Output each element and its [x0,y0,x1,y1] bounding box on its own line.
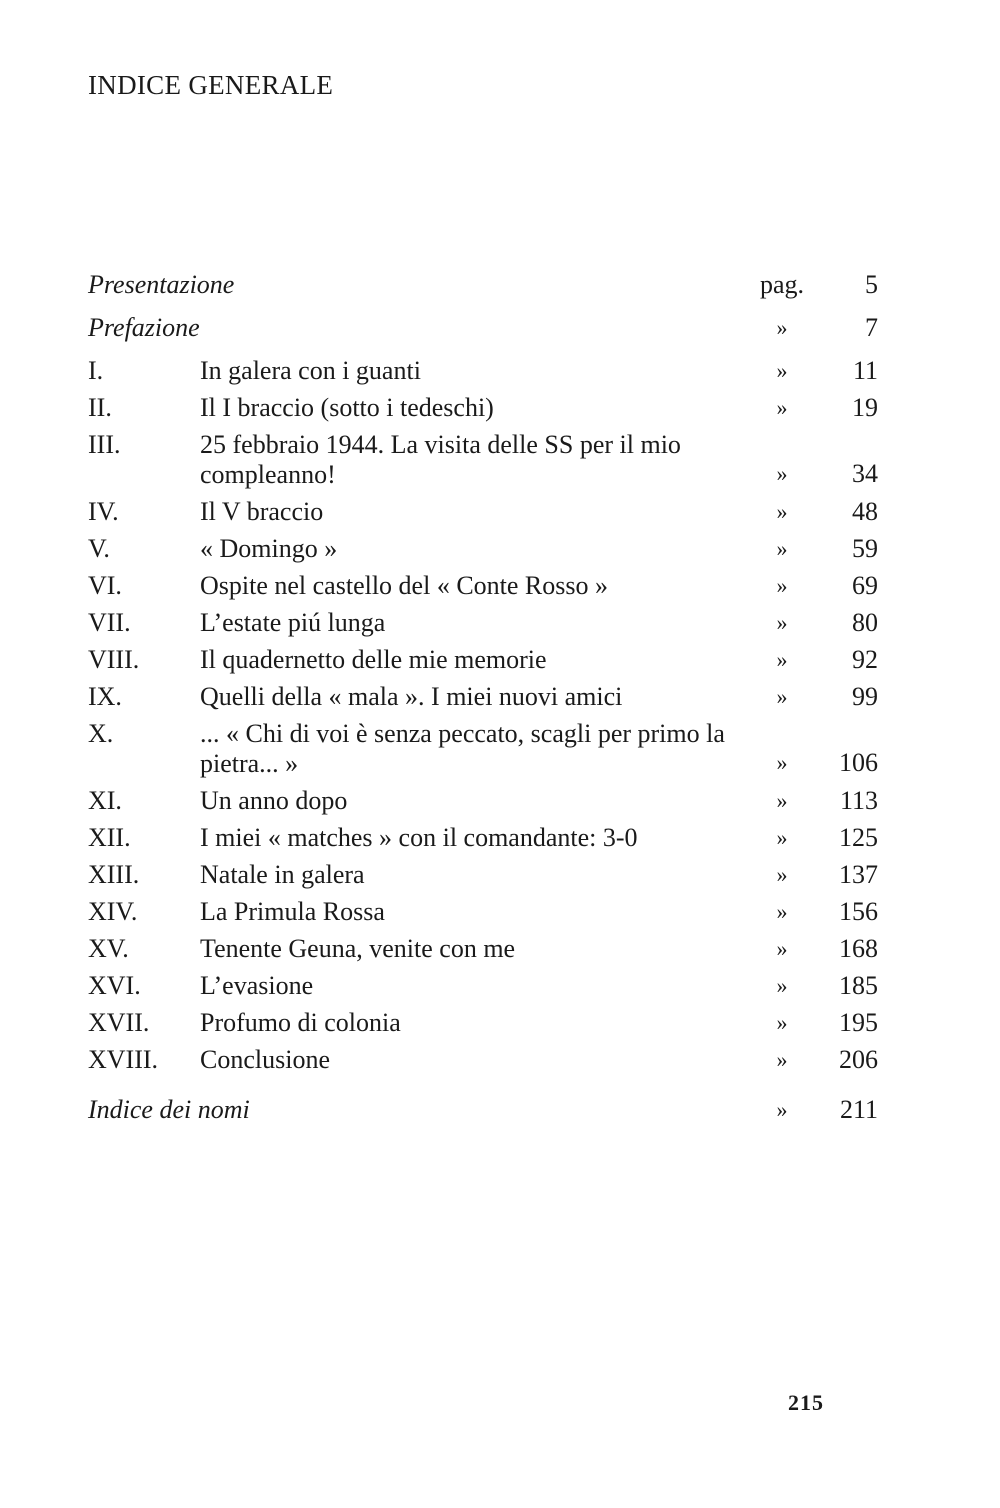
page-number: 168 [839,934,878,963]
page-marker: » [776,936,788,961]
chapter-number: IX. [88,682,122,711]
toc-entry-prefazione[interactable] [88,313,878,356]
page-number: 125 [839,823,878,852]
chapter-title: ... « Chi di voi è senza peccato, scagli per primo la pietra... » [200,719,725,778]
entry-title: Presentazione [88,270,235,299]
page-marker: » [776,899,788,924]
page-number: 185 [839,971,878,1000]
page-marker: » [776,750,788,775]
page-marker: » [776,684,788,709]
toc-entry-chapter-12[interactable] [88,823,878,860]
page-number: 195 [839,1008,878,1037]
toc-entry-chapter-3[interactable] [88,430,878,497]
page-number: 99 [852,682,878,711]
toc-entry-chapter-17[interactable] [88,1008,878,1045]
chapter-number: XII. [88,823,131,852]
entry-title: Prefazione [88,313,200,342]
chapter-title: In galera con i guanti [200,356,421,385]
page-number: 113 [839,786,878,815]
page-title: INDICE GENERALE [88,70,334,100]
entry-title: Indice dei nomi [88,1095,250,1124]
chapter-number: VII. [88,608,131,637]
page-marker: » [776,1047,788,1072]
toc-entry-chapter-13[interactable] [88,860,878,897]
page-number: 137 [839,860,878,889]
toc-entry-chapter-9[interactable] [88,682,878,719]
page-marker: » [776,358,788,383]
chapter-title: Natale in galera [200,860,365,889]
page-marker: » [776,973,788,998]
page-number: 80 [852,608,878,637]
chapter-title: La Primula Rossa [200,897,385,926]
chapter-title: Un anno dopo [200,786,348,815]
page-marker: » [776,536,788,561]
page-marker: » [776,499,788,524]
toc-entry-chapter-16[interactable] [88,971,878,1008]
page-marker: » [776,647,788,672]
chapter-title: « Domingo » [200,534,338,563]
chapter-number: XVII. [88,1008,150,1037]
chapter-title: L’evasione [200,971,314,1000]
page-number: 19 [852,393,878,422]
page-number: 211 [839,1095,878,1124]
chapter-number: I. [88,356,104,385]
page-number: 59 [852,534,878,563]
toc-entry-chapter-4[interactable] [88,497,878,534]
page-folio-number: 215 [788,1390,824,1415]
page-number: 69 [852,571,878,600]
chapter-title: Ospite nel castello del « Conte Rosso » [200,571,609,600]
chapter-title: L’estate piú lunga [200,608,386,637]
chapter-title: Il V braccio [200,497,324,526]
page-marker: » [776,862,788,887]
page-number: 106 [839,748,878,777]
chapter-title: Conclusione [200,1045,330,1074]
chapter-title: Profumo di colonia [200,1008,401,1037]
page-number: 5 [865,270,878,299]
page-marker: » [776,610,788,635]
chapter-number: VI. [88,571,122,600]
chapter-number: III. [88,430,121,459]
table-of-contents [88,270,878,1132]
page-number: 7 [865,313,878,342]
page-marker: pag. [759,270,805,299]
chapter-title: I miei « matches » con il comandante: 3-0 [200,823,638,852]
page-number: 34 [852,459,878,488]
chapter-title: 25 febbraio 1944. La visita delle SS per il mio compleanno! [200,430,681,489]
chapter-number: XI. [88,786,122,815]
chapter-title: Tenente Geuna, venite con me [200,934,516,963]
toc-entry-presentazione[interactable] [88,270,878,313]
chapter-number: XV. [88,934,129,963]
page-marker: » [776,395,788,420]
toc-entry-chapter-1[interactable] [88,356,878,393]
toc-entry-chapter-15[interactable] [88,934,878,971]
toc-entry-chapter-7[interactable] [88,608,878,645]
toc-entry-chapter-2[interactable] [88,393,878,430]
page-marker: » [776,315,788,340]
chapter-number: X. [88,719,114,748]
page-marker: » [776,1010,788,1035]
page-number: 92 [852,645,878,674]
chapter-title: Quelli della « mala ». I miei nuovi amici [200,682,623,711]
toc-entry-chapter-8[interactable] [88,645,878,682]
page-number: 156 [839,897,878,926]
chapter-title: Il I braccio (sotto i tedeschi) [200,393,494,422]
toc-entry-indice-dei-nomi[interactable] [88,1095,878,1132]
page-marker: » [776,825,788,850]
page-marker: » [776,1097,788,1122]
chapter-number: II. [88,393,112,422]
chapter-number: XVIII. [88,1045,159,1074]
toc-entry-chapter-18[interactable] [88,1045,878,1095]
chapter-number: XIII. [88,860,140,889]
page-marker: » [776,788,788,813]
page-number: 11 [852,356,878,385]
toc-entry-chapter-10[interactable] [88,719,878,786]
chapter-number: V. [88,534,110,563]
chapter-number: IV. [88,497,119,526]
chapter-number: XVI. [88,971,141,1000]
chapter-number: VIII. [88,645,140,674]
toc-entry-chapter-14[interactable] [88,897,878,934]
toc-entry-chapter-6[interactable] [88,571,878,608]
chapter-title: Il quadernetto delle mie memorie [200,645,547,674]
page-number: 206 [839,1045,878,1074]
toc-entry-chapter-11[interactable] [88,786,878,823]
toc-entry-chapter-5[interactable] [88,534,878,571]
page-number: 48 [852,497,878,526]
page-marker: » [776,461,788,486]
page-marker: » [776,573,788,598]
chapter-number: XIV. [88,897,138,926]
